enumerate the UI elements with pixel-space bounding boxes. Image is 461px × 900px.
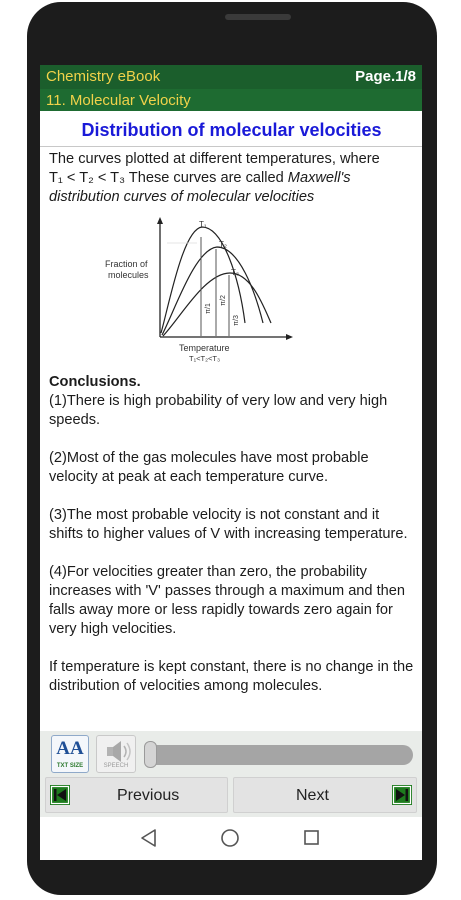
conclusion-item: (2)Most of the gas molecules have most probable velocity at peak at each temperature curve.	[49, 450, 369, 485]
speech-label: SPEECH	[103, 763, 129, 769]
intro-italic: Maxwell's distribution curves of molecular velocities	[49, 170, 351, 205]
graph-xlabel: Temperature	[179, 343, 230, 353]
marker-label-3: π/3	[232, 315, 240, 326]
reading-content	[40, 111, 422, 731]
reader-controls	[40, 731, 422, 817]
graph-ylabel-2: molecules	[108, 270, 149, 280]
next-button[interactable]	[233, 777, 417, 813]
conclusions-heading: Conclusions.	[49, 374, 141, 390]
skip-to-end-icon	[392, 785, 412, 805]
intro-text: The curves plotted at different temperatures, where	[49, 151, 380, 167]
graph-xsub: T₁<T₂<T₃	[189, 354, 220, 363]
heading-divider	[40, 146, 422, 147]
section-heading: Distribution of molecular velocities	[81, 120, 382, 140]
intro-paragraph	[49, 150, 414, 207]
text-size-label: TXT SIZE	[56, 763, 84, 769]
earpiece-speaker	[225, 14, 291, 20]
skip-to-start-icon	[50, 785, 70, 805]
text-size-icon: AA	[56, 738, 84, 759]
page-slider-track[interactable]	[146, 745, 413, 765]
maxwell-distribution-figure	[105, 215, 305, 363]
app-title: Chemistry eBook	[46, 68, 161, 85]
next-label: Next	[296, 787, 329, 804]
graph-ylabel-1: Fraction of	[105, 259, 148, 269]
app-header	[40, 65, 422, 111]
closing-paragraph: If temperature is kept constant, there is no change in the distribution of velocities among molecules.	[49, 659, 414, 694]
text-size-button[interactable]	[51, 735, 89, 773]
back-icon[interactable]	[142, 830, 155, 846]
curve-label-t3: T₃	[231, 268, 240, 277]
marker-label-2: π/2	[219, 295, 227, 306]
curve-label-t1: T₁	[199, 220, 207, 229]
page-indicator: Page.1/8	[355, 68, 416, 85]
speech-button[interactable]	[96, 735, 136, 773]
page-slider-thumb[interactable]	[144, 741, 157, 768]
system-navigation-bar	[40, 817, 422, 860]
app-screen	[40, 65, 422, 860]
conclusion-item: (1)There is high probability of very low and very high speeds.	[49, 393, 388, 428]
intro-line2: T₁ < T₂ < T₃ These curves are called	[49, 170, 284, 186]
recents-icon[interactable]	[305, 831, 318, 844]
system-nav-icons	[40, 817, 422, 860]
home-icon[interactable]	[222, 830, 238, 846]
marker-label-1: π/1	[204, 303, 212, 314]
chapter-title: 11. Molecular Velocity	[46, 92, 191, 109]
conclusion-item: (4)For velocities greater than zero, the probability increases with 'V' passes through a maximum and then falls away more or less rapidly towards zero again for very high velocities.	[49, 564, 406, 637]
previous-button[interactable]	[45, 777, 228, 813]
speaker-icon	[97, 738, 137, 766]
previous-label: Previous	[117, 787, 180, 804]
conclusion-item: (3)The most probable velocity is not constant and it shifts to higher values of V with increasing temperature.	[49, 507, 408, 542]
curve-label-t2: T₂	[219, 240, 227, 249]
